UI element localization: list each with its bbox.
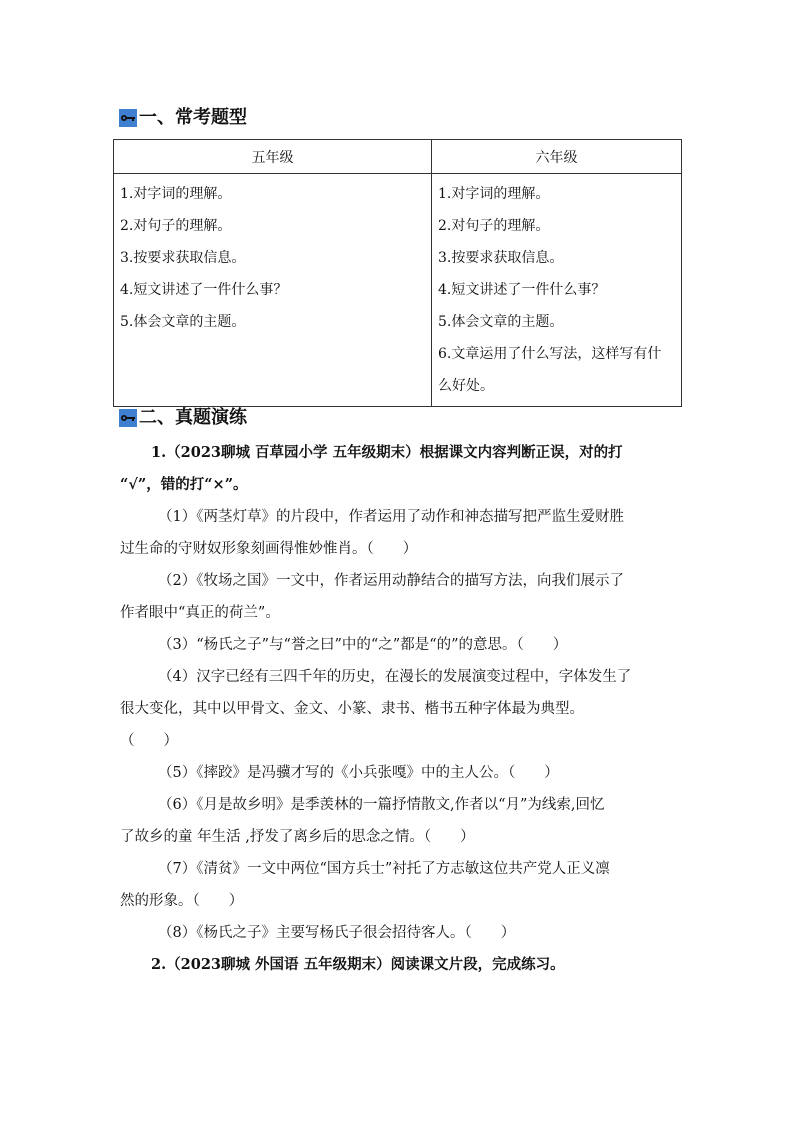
statement-6-cont: 了故乡的童 年生活 ,抒发了离乡后的思念之情。（ ） — [120, 829, 475, 845]
grade5-cell — [114, 174, 432, 407]
statement-8: （8）《杨氏之子》主要写杨氏子很会招待客人。（ ） — [158, 925, 516, 941]
list-item: 3.按要求获取信息。 — [438, 250, 564, 266]
header-grade6: 六年级 — [432, 140, 682, 174]
list-item: 5.体会文章的主题。 — [438, 314, 564, 330]
question-type-table — [113, 139, 682, 407]
grade6-cell — [432, 174, 682, 407]
section-heading-1 — [119, 107, 247, 129]
statement-5: （5）《摔跤》是冯骥才写的《小兵张嘎》中的主人公。（ ） — [158, 765, 559, 781]
question-2-title: 2.（2023聊城 外国语 五年级期末）阅读课文片段，完成练习。 — [151, 956, 565, 973]
statement-7: （7）《清贫》一文中两位“国方兵士”衬托了方志敏这位共产党人正义凛 — [158, 861, 610, 877]
list-item: 2.对句子的理解。 — [120, 218, 232, 234]
key-icon — [119, 409, 137, 427]
table-row — [114, 174, 682, 407]
list-item: 5.体会文章的主题。 — [120, 314, 246, 330]
question-1 — [120, 437, 680, 981]
statement-7-cont: 然的形象。（ ） — [120, 893, 244, 909]
question-1-title-cont: “√”，错的打“×”。 — [120, 476, 248, 493]
list-item: 1.对字词的理解。 — [120, 186, 232, 202]
statement-2: （2）《牧场之国》一文中，作者运用动静结合的描写方法，向我们展示了 — [158, 573, 624, 589]
list-item: 1.对字词的理解。 — [438, 186, 550, 202]
table-header-row — [114, 140, 682, 174]
statement-3: （3）“杨氏之子”与“誉之曰”中的“之”都是“的”的意思。（ ） — [158, 637, 568, 653]
statement-4-answer: （ ） — [120, 733, 178, 749]
statement-2-cont: 作者眼中“真正的荷兰”。 — [120, 605, 280, 621]
section-title-2: 二、真题演练 — [139, 407, 247, 428]
statement-6: （6）《月是故乡明》是季羡林的一篇抒情散文,作者以“月”为线索,回忆 — [158, 797, 605, 813]
list-item: 6.文章运用了什么写法，这样写有什么好处。 — [438, 346, 662, 394]
question-1-title: 1.（2023聊城 百草园小学 五年级期末）根据课文内容判断正误，对的打 — [151, 444, 623, 461]
key-icon — [119, 109, 137, 127]
statement-1-cont: 过生命的守财奴形象刻画得惟妙惟肖。（ ） — [120, 541, 418, 557]
statement-4-cont: 很大变化，其中以甲骨文、金文、小篆、隶书、楷书五种字体最为典型。 — [120, 701, 584, 717]
list-item: 4.短文讲述了一件什么事？ — [120, 282, 288, 298]
section-title-1: 一、常考题型 — [139, 107, 247, 128]
list-item: 4.短文讲述了一件什么事？ — [438, 282, 606, 298]
statement-1: （1）《两茎灯草》的片段中，作者运用了动作和神态描写把严监生爱财胜 — [158, 509, 624, 525]
list-item: 3.按要求获取信息。 — [120, 250, 246, 266]
list-item: 2.对句子的理解。 — [438, 218, 550, 234]
header-grade5: 五年级 — [114, 140, 432, 174]
section-heading-2 — [119, 407, 247, 429]
statement-4: （4）汉字已经有三四千年的历史，在漫长的发展演变过程中，字体发生了 — [158, 669, 632, 685]
